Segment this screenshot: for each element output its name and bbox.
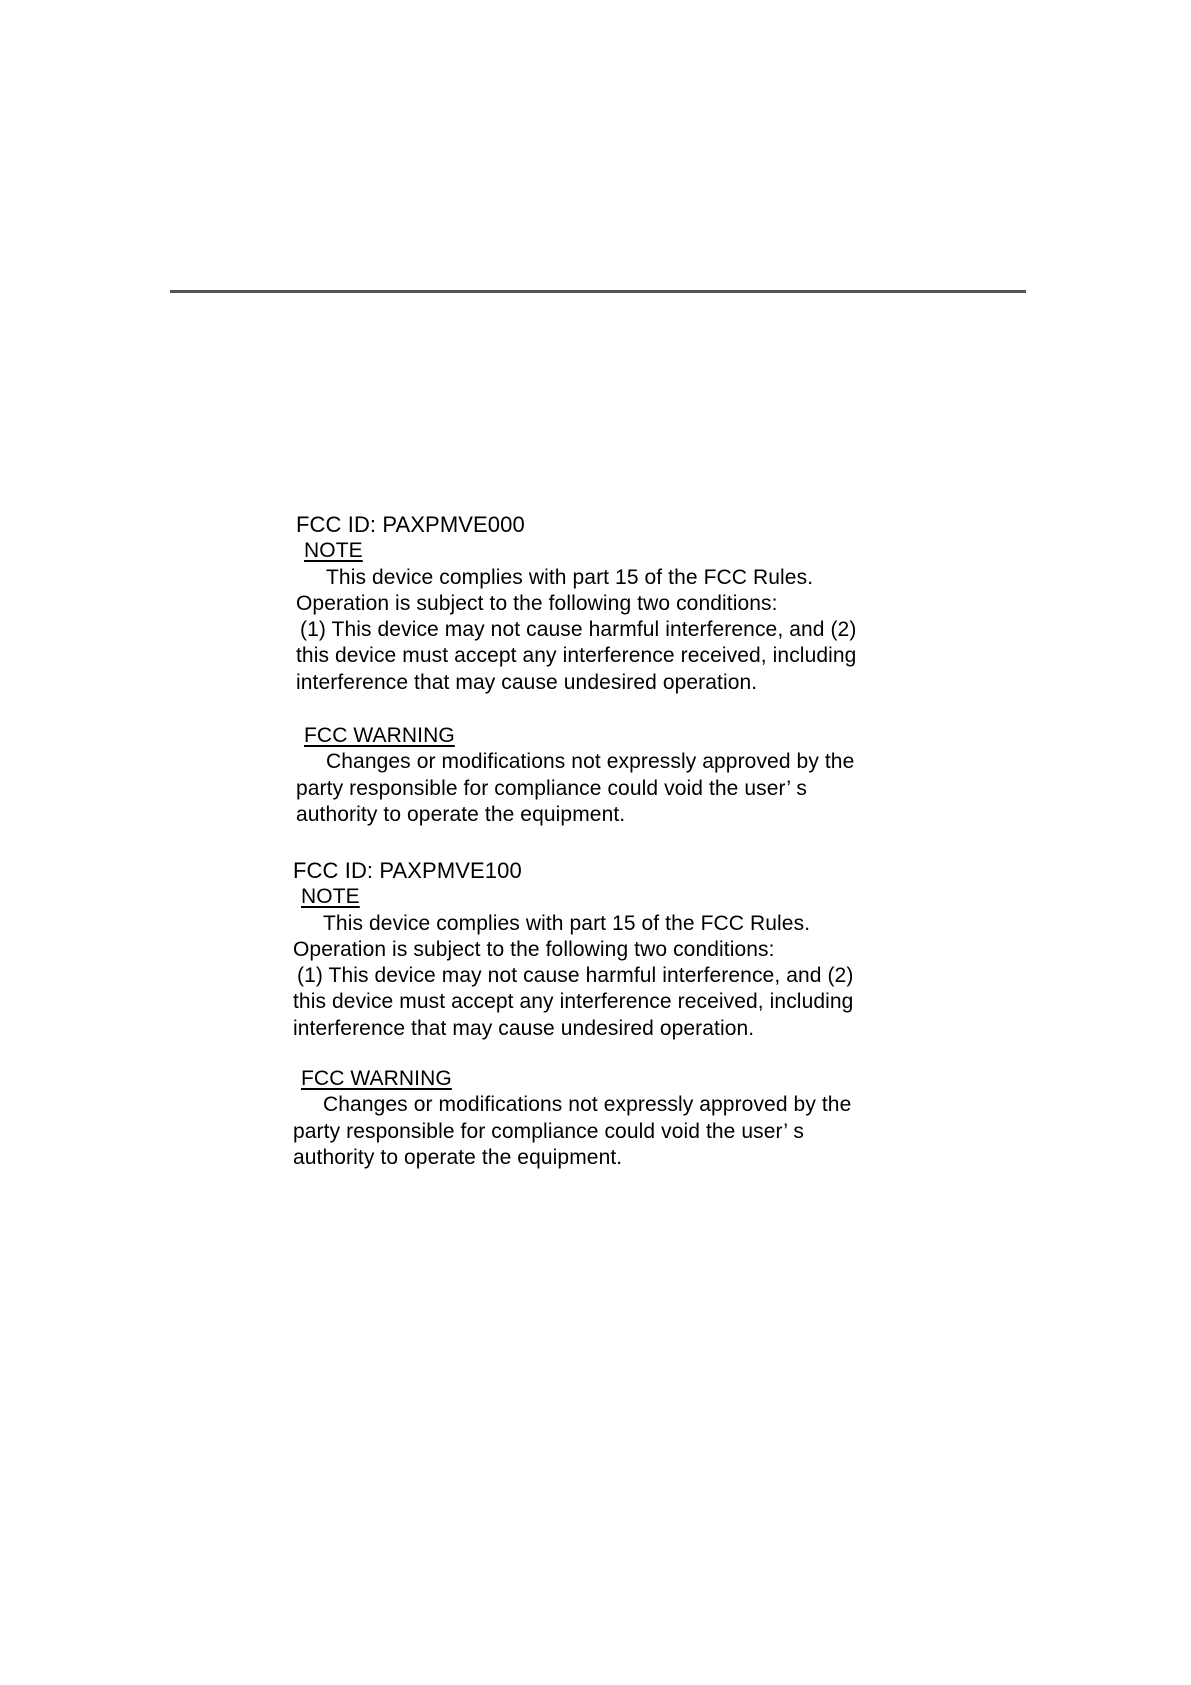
note-line: Operation is subject to the following two conditions:: [293, 937, 775, 961]
warning-heading: FCC WARNING: [304, 724, 455, 747]
note-heading: NOTE: [301, 885, 360, 909]
warning-line: party responsible for compliance could void the user’ s: [296, 776, 807, 800]
note-line: Operation is subject to the following two conditions:: [296, 591, 778, 615]
note-heading: NOTE: [304, 539, 363, 563]
note-line: this device must accept any interference received, including: [293, 990, 854, 1014]
fcc-id: FCC ID: PAXPMVE100: [293, 858, 522, 883]
note-line: interference that may cause undesired operation.: [293, 1016, 755, 1040]
warning-line: Changes or modifications not expressly approved by the: [323, 1093, 852, 1117]
fcc-warning-pmve100: [293, 1066, 933, 1171]
fcc-section-pmve000: [296, 512, 936, 696]
warning-line: authority to operate the equipment.: [296, 802, 626, 826]
header-rule: [170, 290, 1026, 293]
fcc-warning-pmve000: [296, 723, 936, 828]
fcc-id: FCC ID: PAXPMVE000: [296, 512, 525, 537]
fcc-section-pmve100: [293, 858, 933, 1042]
note-line: this device must accept any interference received, including: [296, 644, 857, 668]
note-line: (1) This device may not cause harmful interference, and (2): [300, 618, 857, 642]
note-line: (1) This device may not cause harmful interference, and (2): [297, 964, 854, 988]
warning-line: authority to operate the equipment.: [293, 1145, 623, 1169]
warning-heading: FCC WARNING: [301, 1067, 452, 1090]
note-line: This device complies with part 15 of the FCC Rules.: [326, 565, 814, 589]
warning-line: Changes or modifications not expressly approved by the: [326, 750, 855, 774]
note-line: interference that may cause undesired operation.: [296, 670, 758, 694]
warning-line: party responsible for compliance could void the user’ s: [293, 1119, 804, 1143]
note-line: This device complies with part 15 of the FCC Rules.: [323, 911, 811, 935]
